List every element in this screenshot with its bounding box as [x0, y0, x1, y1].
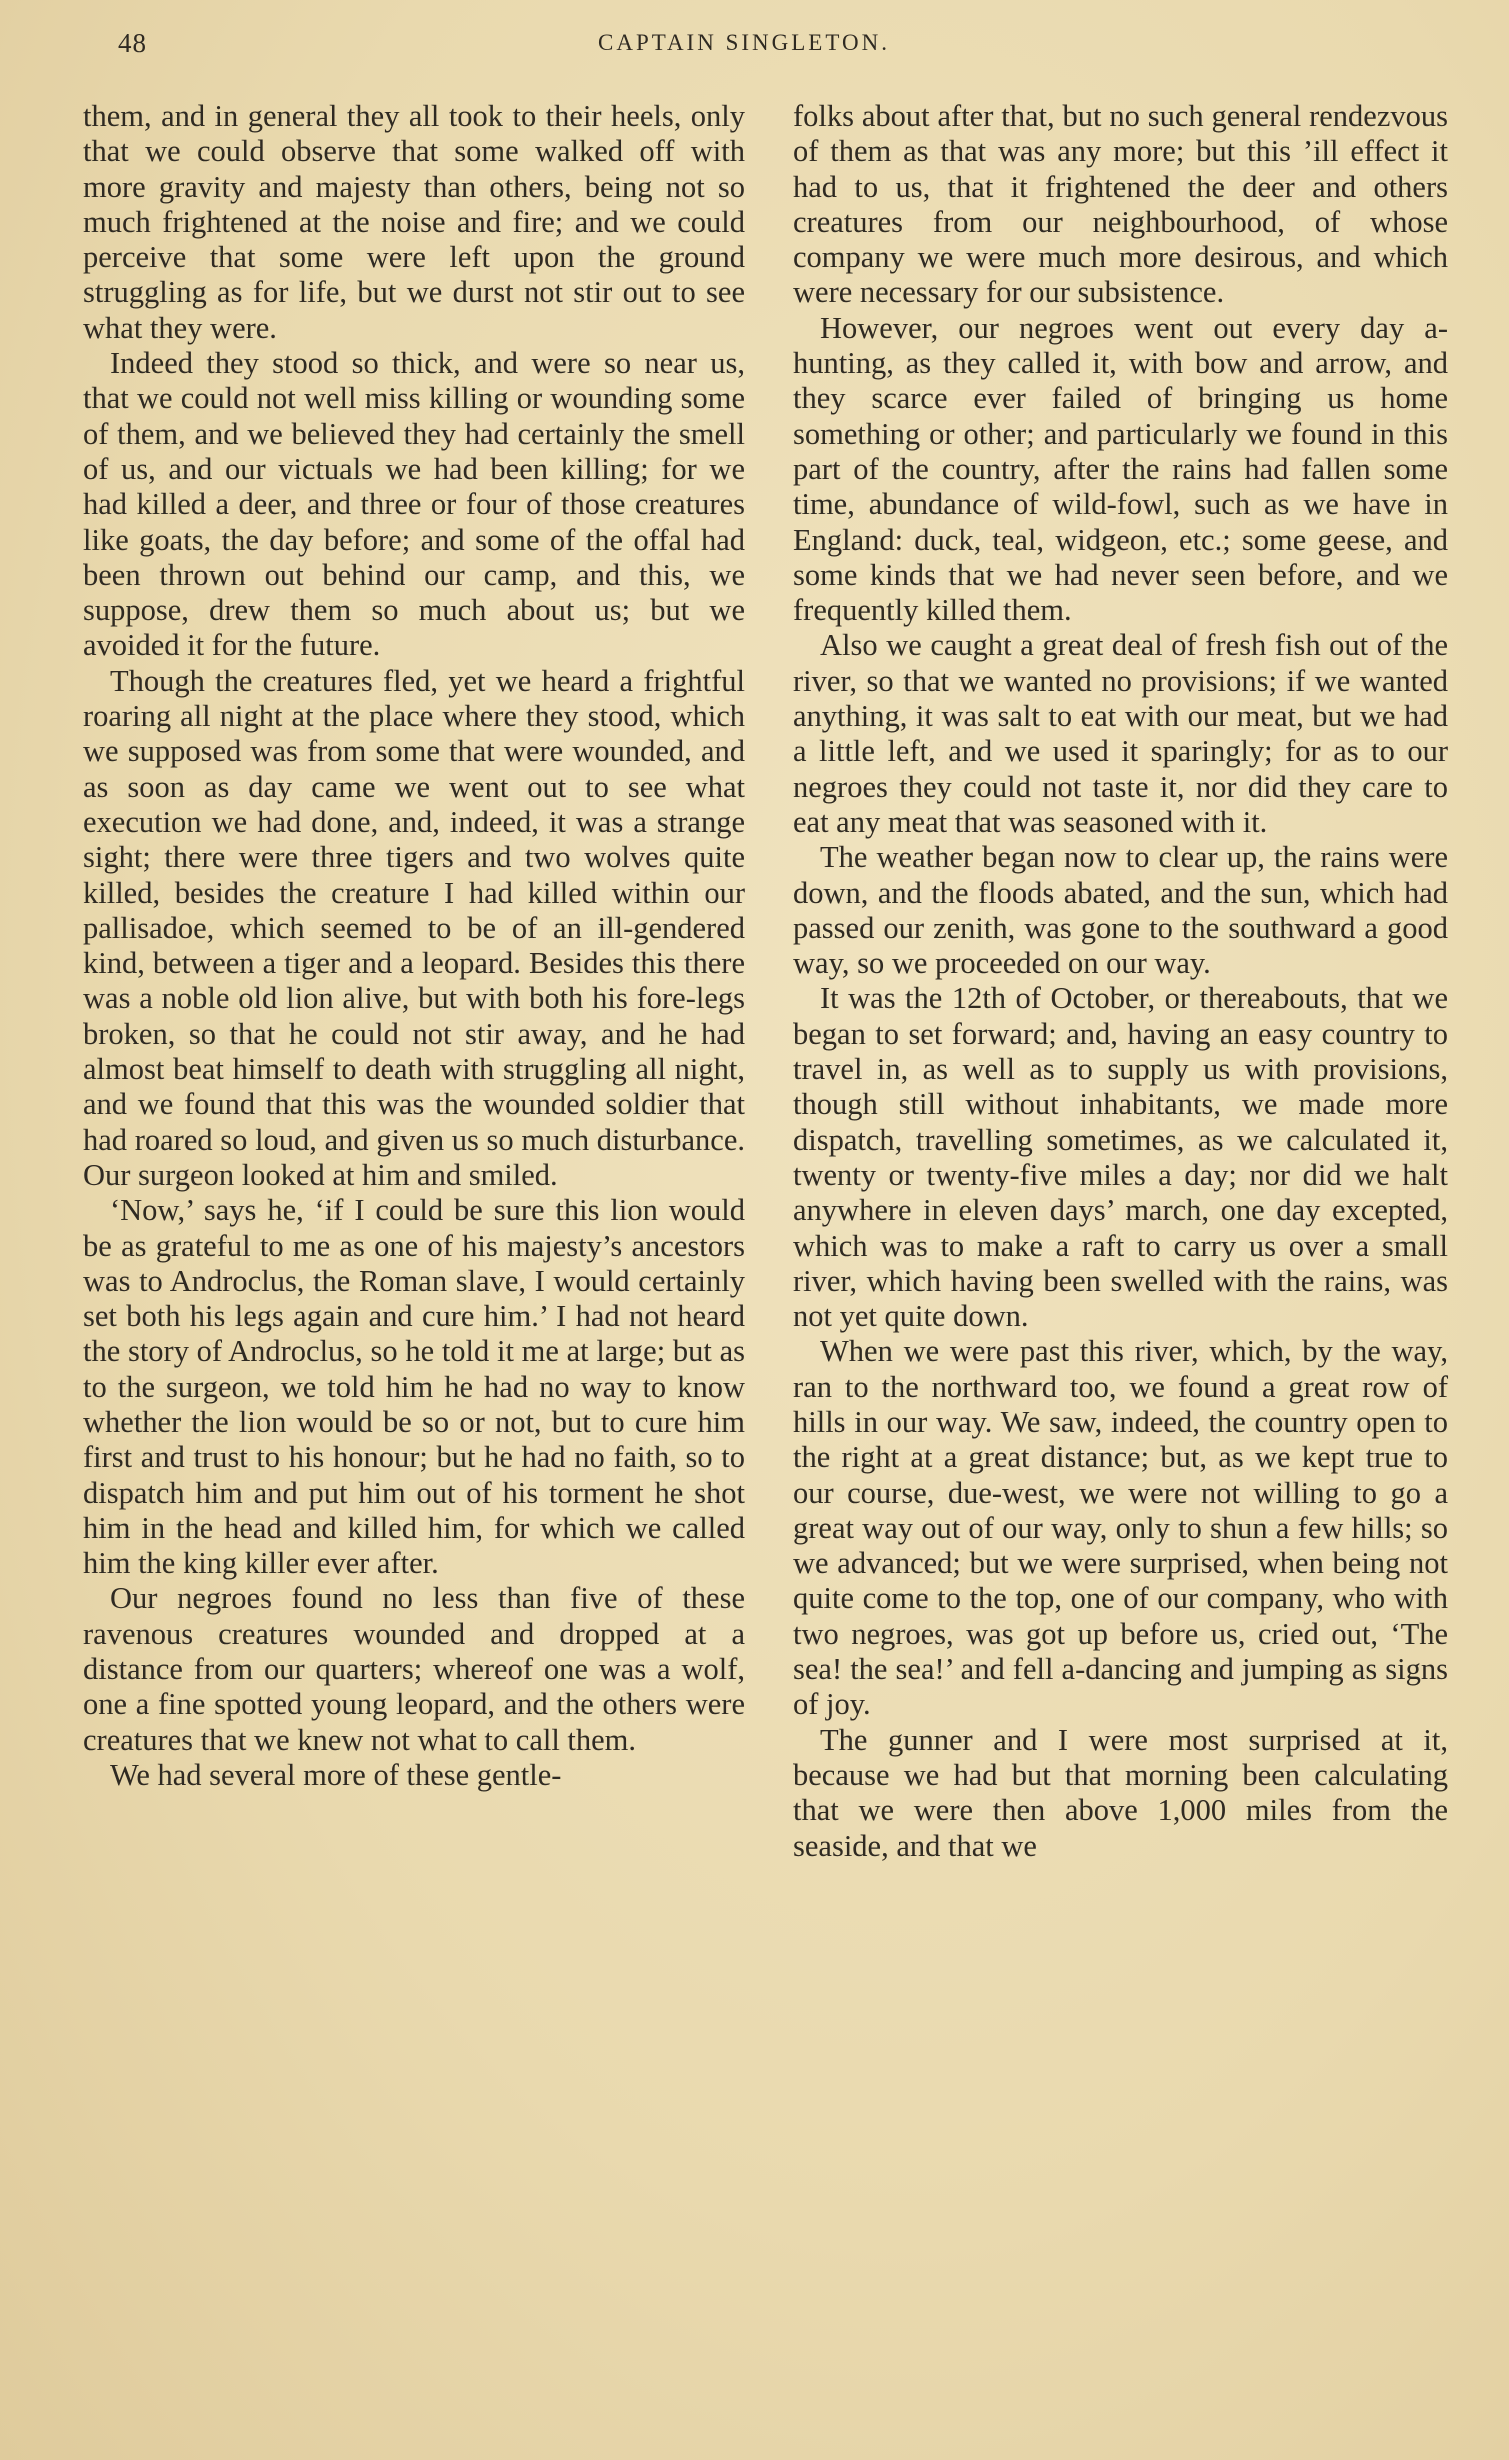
- paragraph: When we were past this river, which, by the way, ran to the northward too, we found a great row of hills in our way. We saw, indeed, the country open to the right at a great distance; but, as we kept true to our course, due-west, we were not willing to go a great way out of our way, only to shun a few hills; so we advanced; but we were surprised, when being not quite come to the top, one of our company, who with two negroes, was got up before us, cried out, ‘The sea! the sea!’ and fell a-dancing and jumping as signs of joy.: [793, 1334, 1448, 1722]
- paragraph: folks about after that, but no such general rendezvous of them as that was any more; but this ’ill effect it had to us, that it frightened the deer and others creatures from our neighbourhood, of whose company we were much more desirous, and which were necessary for our subsistence.: [793, 99, 1448, 310]
- paragraph: Though the creatures fled, yet we heard a frightful roaring all night at the place where they stood, which we supposed was from some that were wounded, and as soon as day came we went out to see what execution we had done, and, indeed, it was a strange sight; there were three tigers and two wolves quite killed, besides the creature I had killed within our pallisadoe, which seemed to be of an ill-gendered kind, between a tiger and a leopard. Besides this there was a noble old lion alive, but with both his fore-legs broken, so that he could not stir away, and he had almost beat himself to death with struggling all night, and we found that this was the wounded soldier that had roared so loud, and given us so much disturbance. Our surgeon looked at him and smiled.: [83, 663, 745, 1192]
- right-column: [793, 99, 1448, 1864]
- paragraph: them, and in general they all took to their heels, only that we could observe that some walked off with more gravity and majesty than others, being not so much frightened at the noise and fire; and we could perceive that some were left upon the ground struggling as for life, but we durst not stir out to see what they were.: [83, 99, 745, 345]
- paragraph: We had several more of these gentle-: [110, 1757, 562, 1792]
- paragraph: ‘Now,’ says he, ‘if I could be sure this lion would be as grateful to me as one of his majesty’s ancestors was to Androclus, the Roman slave, I would certainly set both his legs again and cure him.’ I had not heard the story of Androclus, so he told it me at large; but as to the surgeon, we told him he had no way to know whether the lion would be so or not, but to cure him first and trust to his honour; but he had no faith, so to dispatch him and put him out of his torment he shot him in the head and killed him, for which we called him the king killer ever after.: [83, 1193, 745, 1581]
- paragraph: Indeed they stood so thick, and were so near us, that we could not well miss killing or wounding some of them, and we believed they had certainly the smell of us, and our victuals we had been killing; for we had killed a deer, and three or four of those creatures like goats, the day before; and some of the offal had been thrown out behind our camp, and this, we suppose, drew them so much about us; but we avoided it for the future.: [83, 346, 745, 663]
- paragraph: Also we caught a great deal of fresh fish out of the river, so that we wanted no provisions; if we wanted anything, it was salt to eat with our meat, but we had a little left, and we used it sparingly; for as to our negroes they could not taste it, nor did they care to eat any meat that was seasoned with it.: [793, 628, 1448, 839]
- running-head: [118, 28, 1448, 68]
- paragraph: Our negroes found no less than five of these ravenous creatures wounded and dropped at a distance from our quarters; whereof one was a wolf, one a fine spotted young leopard, and the others were creatures that we knew not what to call them.: [83, 1581, 745, 1757]
- paragraph: It was the 12th of October, or thereabouts, that we began to set forward; and, having an easy country to travel in, as well as to supply us with provisions, though still without inhabitants, we made more dispatch, travelling sometimes, as we calculated it, twenty or twenty-five miles a day; nor did we halt anywhere in eleven days’ march, one day excepted, which was to make a raft to carry us over a small river, which having been swelled with the rains, was not yet quite down.: [793, 981, 1448, 1334]
- book-title: CAPTAIN SINGLETON.: [598, 30, 890, 55]
- left-column: [83, 99, 745, 1793]
- paragraph: The gunner and I were most surprised at it, because we had but that morning been calculating that we were then above 1,000 miles from the seaside, and that we: [793, 1722, 1448, 1863]
- paragraph: However, our negroes went out every day a-hunting, as they called it, with bow and arrow, and they scarce ever failed of bringing us home something or other; and particularly we found in this part of the country, after the rains had fallen some time, abundance of wild-fowl, such as we have in England: duck, teal, widgeon, etc.; some geese, and some kinds that we had never seen before, and we frequently killed them.: [793, 310, 1448, 628]
- paragraph: The weather began now to clear up, the rains were down, and the floods abated, and the sun, which had passed our zenith, was gone to the southward a good way, so we proceeded on our way.: [793, 840, 1448, 981]
- page-number: 48: [118, 28, 147, 58]
